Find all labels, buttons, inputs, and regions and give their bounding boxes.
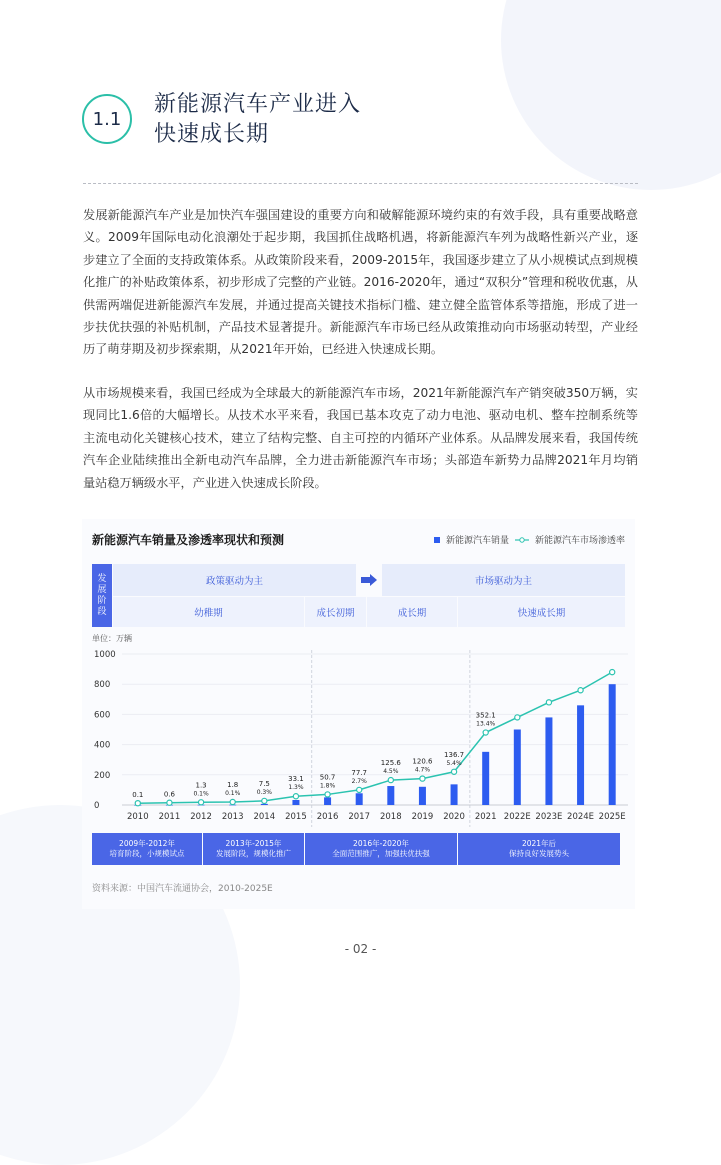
section-title-line1: 新能源汽车产业进入 — [154, 92, 362, 117]
rate-label: 5.4% — [446, 759, 462, 767]
value-label: 0.6 — [163, 790, 176, 799]
sales-bar — [451, 784, 458, 805]
period-band-2013 — [203, 833, 304, 865]
section-number: 1.1 — [92, 108, 122, 130]
stage-growth: 成长期 — [367, 597, 457, 627]
divider — [83, 183, 638, 184]
sales-bar — [356, 793, 363, 805]
decor-circle — [501, 0, 721, 190]
band3-sub: 全面范围推广，加强扶优扶强 — [332, 849, 430, 858]
paragraph-1: 发展新能源汽车产业是加快汽车强国建设的重要方向和破解能源环境约束的有效手段，具有重要战略意义。2009年国际电动化浪潮处于起步期，我国抓住战略机遇，将新能源汽车列为战略性新兴产业，逐步建立了全面的支持政策体系。从政策阶段来看，2009-2015年，我国逐步建立了从小规模试点到规模化推广的补贴政策体系，初步形成了完整的产业链。2016-2020年，通过“双积分”管理和税收优惠，从供需两端促进新能源汽车发展，并通过提高关键技术指标门槛、建立健全监管体系等措施，形成了进一步扶优扶强的补贴机制，产品技术显著提升。新能源汽车市场已经从政策推动向市场驱动转型，产业经历了萌芽期及初步探索期，从2021年开始，已经进入快速成长期。 — [83, 208, 638, 357]
x-tick-label: 2011 — [158, 812, 181, 822]
band2-sub: 发展阶段，规模化推广 — [216, 849, 291, 858]
penetration-point — [610, 670, 615, 675]
sales-bar — [545, 717, 552, 805]
value-label: 1.3 — [195, 781, 207, 790]
data-source: 资料来源：中国汽车流通协会，2010-2025E — [92, 884, 273, 894]
rate-label: 1.8% — [319, 782, 336, 790]
value-label: 50.7 — [319, 773, 336, 782]
x-tick-label: 2019 — [411, 812, 434, 822]
chart-title: 新能源汽车销量及渗透率现状和预测 — [92, 533, 285, 547]
x-tick-label: 2018 — [379, 812, 402, 822]
sales-bar — [609, 684, 616, 805]
value-label: 136.7 — [444, 750, 465, 759]
x-tick-label: 2020 — [443, 812, 465, 822]
penetration-point — [167, 800, 172, 805]
penetration-point — [546, 700, 551, 705]
chart-card — [82, 519, 635, 909]
penetration-point — [262, 798, 267, 803]
band3-title: 2016年-2020年 — [353, 839, 409, 848]
stage-infant: 幼稚期 — [113, 597, 304, 627]
band1-title: 2009年-2012年 — [119, 839, 175, 848]
arrow-right-icon — [361, 574, 377, 586]
x-tick-label: 2021 — [474, 812, 497, 822]
penetration-point — [293, 794, 298, 799]
penetration-point — [420, 776, 425, 781]
y-tick-label: 600 — [94, 710, 111, 721]
phase-policy: 政策驱动为主 — [113, 564, 356, 596]
period-band-2016 — [305, 833, 457, 865]
penetration-point — [198, 800, 203, 805]
value-label: 352.1 — [475, 711, 496, 720]
penetration-point — [451, 769, 456, 774]
y-tick-label: 800 — [94, 680, 111, 691]
section-title-line2: 快速成长期 — [154, 122, 270, 147]
rate-label: 1.3% — [288, 784, 304, 792]
legend-sales: 新能源汽车销量 — [445, 536, 509, 546]
penetration-point — [135, 801, 140, 806]
sales-bar — [387, 786, 394, 805]
band4-sub: 保持良好发展势头 — [509, 849, 569, 858]
penetration-point — [483, 730, 488, 735]
penetration-point — [325, 792, 330, 797]
chart-legend — [434, 533, 625, 546]
penetration-point — [515, 715, 520, 720]
x-tick-label: 2023E — [535, 812, 563, 822]
x-tick-label: 2012 — [190, 812, 212, 822]
value-label: 77.7 — [351, 768, 367, 777]
penetration-point — [230, 799, 235, 804]
x-tick-label: 2024E — [567, 812, 595, 822]
legend-penetration: 新能源汽车市场渗透率 — [534, 536, 625, 546]
y-tick-label: 400 — [94, 740, 111, 751]
rate-label: 0.1% — [193, 790, 209, 798]
penetration-point — [388, 777, 393, 782]
value-label: 120.6 — [412, 757, 433, 766]
rate-label: 0.3% — [256, 788, 272, 796]
rate-label: 0.1% — [225, 789, 241, 797]
stage-early: 成长初期 — [305, 597, 366, 627]
paragraph-2: 从市场规模来看，我国已经成为全球最大的新能源汽车市场，2021年新能源汽车产销突破350万辆，实现同比1.6倍的大幅增长。从技术水平来看，我国已基本攻克了动力电池、驱动电机、整车控制系统等主流电动化关键核心技术，建立了结构完整、自主可控的内循环产业体系。从品牌发展来看，我国传统汽车企业陆续推出全新电动汽车品牌，全力进击新能源汽车市场；头部造车新势力品牌2021年月均销量站稳万辆级水平，产业进入快速成长阶段。 — [83, 386, 638, 490]
y-tick-label: 0 — [94, 801, 100, 811]
period-band-2009 — [92, 833, 202, 865]
sales-bar — [419, 787, 426, 805]
value-label: 1.8 — [227, 780, 239, 789]
x-tick-label: 2016 — [316, 812, 339, 822]
x-tick-label: 2022E — [503, 812, 531, 822]
unit-label: 单位：万辆 — [92, 634, 132, 643]
sales-bar — [482, 752, 489, 805]
x-tick-label: 2013 — [221, 812, 244, 822]
value-label: 33.1 — [288, 775, 304, 784]
x-tick-label: 2010 — [126, 812, 149, 822]
y-tick-label: 1000 — [94, 650, 116, 660]
value-label: 125.6 — [380, 759, 401, 768]
x-tick-label: 2014 — [253, 812, 276, 822]
legend-bar-swatch — [434, 537, 440, 543]
x-tick-label: 2017 — [348, 812, 371, 822]
stage-label: 发 展 阶 段 — [92, 564, 112, 627]
band2-title: 2013年-2015年 — [225, 839, 282, 848]
band4-title: 2021年后 — [521, 839, 557, 848]
period-band-2021 — [458, 833, 620, 865]
section-title — [154, 90, 361, 150]
sales-bar — [292, 800, 299, 805]
sales-bar — [514, 730, 521, 806]
x-tick-label: 2015 — [285, 812, 307, 822]
y-tick-label: 200 — [94, 770, 111, 781]
sales-bar — [324, 797, 331, 805]
rate-label: 13.4% — [476, 720, 496, 728]
page-number: - 02 - — [344, 942, 377, 956]
legend-line-swatch — [515, 535, 529, 545]
value-label: 7.5 — [258, 779, 270, 788]
sales-bar — [577, 705, 584, 805]
rate-label: 4.5% — [383, 768, 399, 776]
stage-fast: 快速成长期 — [458, 597, 625, 627]
section-number-badge — [82, 94, 132, 144]
phase-market: 市场驱动为主 — [382, 564, 625, 596]
penetration-line — [138, 672, 612, 803]
penetration-point — [578, 688, 583, 693]
x-tick-label: 2025E — [598, 812, 626, 822]
penetration-point — [357, 787, 362, 792]
sales-chart — [82, 644, 635, 834]
rate-label: 4.7% — [414, 766, 431, 774]
rate-label: 2.7% — [351, 777, 367, 785]
band1-sub: 培育阶段，小规模试点 — [109, 849, 185, 858]
value-label: 0.1 — [132, 791, 144, 800]
